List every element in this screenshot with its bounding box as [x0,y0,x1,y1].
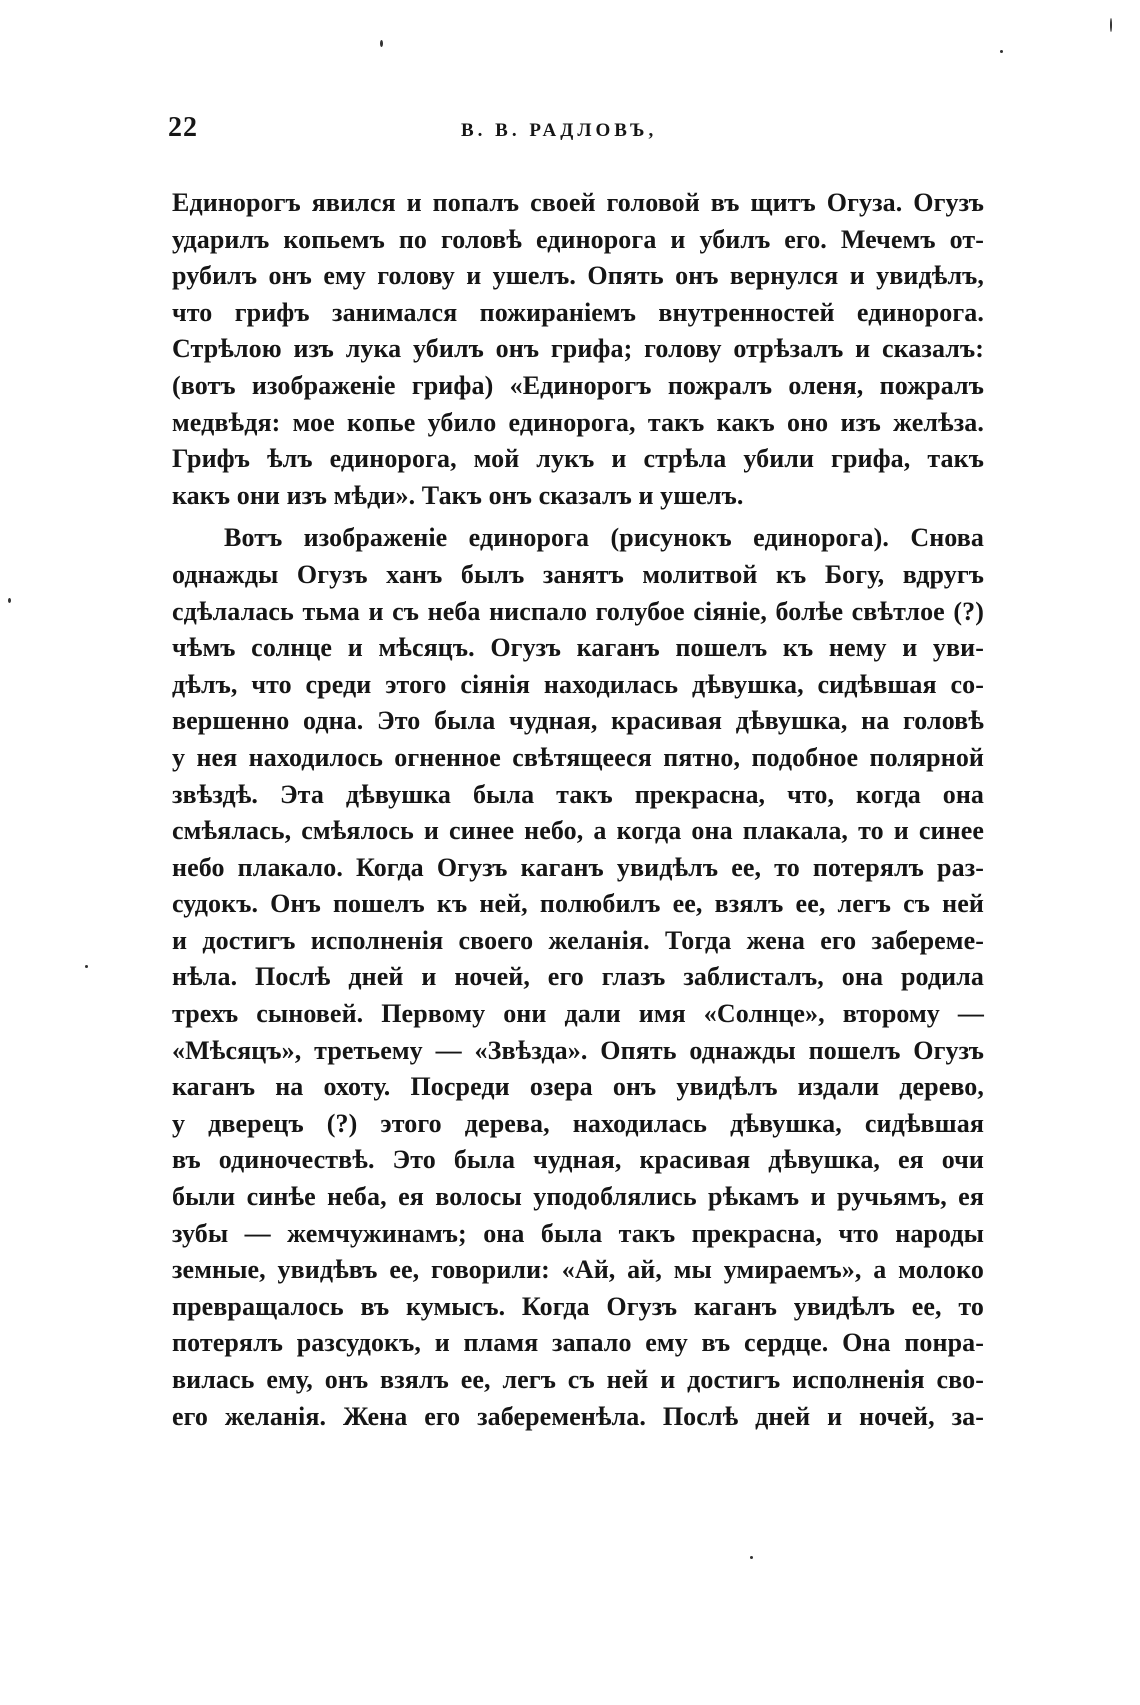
page-number: 22 [168,112,198,143]
text-line: дѣлъ, что среди этого сіянія находилась дѣвушка, сидѣвшая со- [172,669,984,699]
text-line: Единорогъ явился и попалъ своей головой въ щитъ Огуза. Огузъ [172,188,984,217]
text-line: смѣялась, смѣялось и синее небо, а когда она плакала, то и синее [172,816,984,846]
text-line: звѣздѣ. Эта дѣвушка была такъ прекрасна, что, когда она [172,779,984,809]
text-line: небо плакало. Когда Огузъ каганъ увидѣлъ ее, то потерялъ раз- [172,852,984,882]
scan-speck [750,1556,753,1559]
text-line: зубы — жемчужинамъ; она была такъ прекрасна, что народы [172,1218,984,1248]
text-line: вилась ему, онъ взялъ ее, легъ съ ней и достигъ исполненія сво- [172,1365,984,1394]
text-line: вершенно одна. Это была чудная, красивая дѣвушка, на головѣ [172,706,984,736]
text-line: нѣла. Послѣ дней и ночей, его глазъ заблисталъ, она родила [172,962,984,992]
text-line: медвѣдя: мое копье убило единорога, такъ какъ оно изъ желѣза. [172,407,984,437]
text-line: каганъ на охоту. Посреди озера онъ увидѣлъ издали дерево, [172,1072,984,1102]
text-line: и достигъ исполненія своего желанія. Тогда жена его забереме- [172,925,984,955]
page-header [168,112,986,152]
text-line: ударилъ копьемъ по головѣ единорога и убилъ его. Мечемъ от- [172,224,984,254]
text-line: чѣмъ солнце и мѣсяцъ. Огузъ каганъ пошелъ къ нему и уви- [172,633,984,663]
text-line: у дверецъ (?) этого дерева, находилась дѣвушка, сидѣвшая [172,1108,984,1138]
text-line: «Мѣсяцъ», третьему — «Звѣзда». Опять однажды пошелъ Огузъ [172,1035,984,1065]
text-line: какъ они изъ мѣди». Такъ онъ сказалъ и ушелъ. [172,480,744,510]
scan-speck [1000,50,1003,53]
body-text [172,185,984,1435]
running-head: В. В. РАДЛОВЪ, [461,120,658,141]
text-line: превращалось въ кумысъ. Когда Огузъ каганъ увидѣлъ ее, то [172,1291,984,1321]
text-line: судокъ. Онъ пошелъ къ ней, полюбилъ ее, взялъ ее, легъ съ ней [172,889,984,919]
text-line: были синѣе неба, ея волосы уподоблялись рѣкамъ и ручьямъ, ея [172,1182,984,1212]
scan-speck [380,40,383,47]
text-line: сдѣлалась тьма и съ неба ниспало голубое сіяніе, болѣе свѣтлое (?) [172,596,984,626]
text-line: потерялъ разсудокъ, и пламя запало ему въ сердце. Она понра- [172,1328,984,1358]
text-line: рубилъ онъ ему голову и ушелъ. Опять онъ вернулся и увидѣлъ, [172,261,984,291]
scan-speck [1110,18,1112,32]
scan-speck [85,965,88,968]
text-line: его желанія. Жена его забеременѣла. Послѣ дней и ночей, за- [172,1401,984,1431]
text-line: Вотъ изображеніе единорога (рисунокъ единорога). Снова [224,523,984,553]
text-line: что грифъ занимался пожираніемъ внутренностей единорога. [172,297,984,327]
text-line: трехъ сыновей. Первому они дали имя «Солнце», второму — [172,999,984,1029]
scan-speck [8,598,11,603]
text-line: Грифъ ѣлъ единорога, мой лукъ и стрѣла убили грифа, такъ [172,444,984,474]
text-line: у нея находилось огненное свѣтящееся пятно, подобное полярной [172,742,984,772]
text-line: Стрѣлою изъ лука убилъ онъ грифа; голову отрѣзалъ и сказалъ: [172,334,984,364]
text-line: однажды Огузъ ханъ былъ занятъ молитвой къ Богу, вдругъ [172,559,984,589]
text-line: земные, увидѣвъ ее, говорили: «Ай, ай, мы умираемъ», а молоко [172,1255,984,1285]
text-line: (вотъ изображеніе грифа) «Единорогъ пожралъ оленя, пожралъ [172,370,984,400]
text-line: въ одиночествѣ. Это была чудная, красивая дѣвушка, ея очи [172,1145,984,1175]
